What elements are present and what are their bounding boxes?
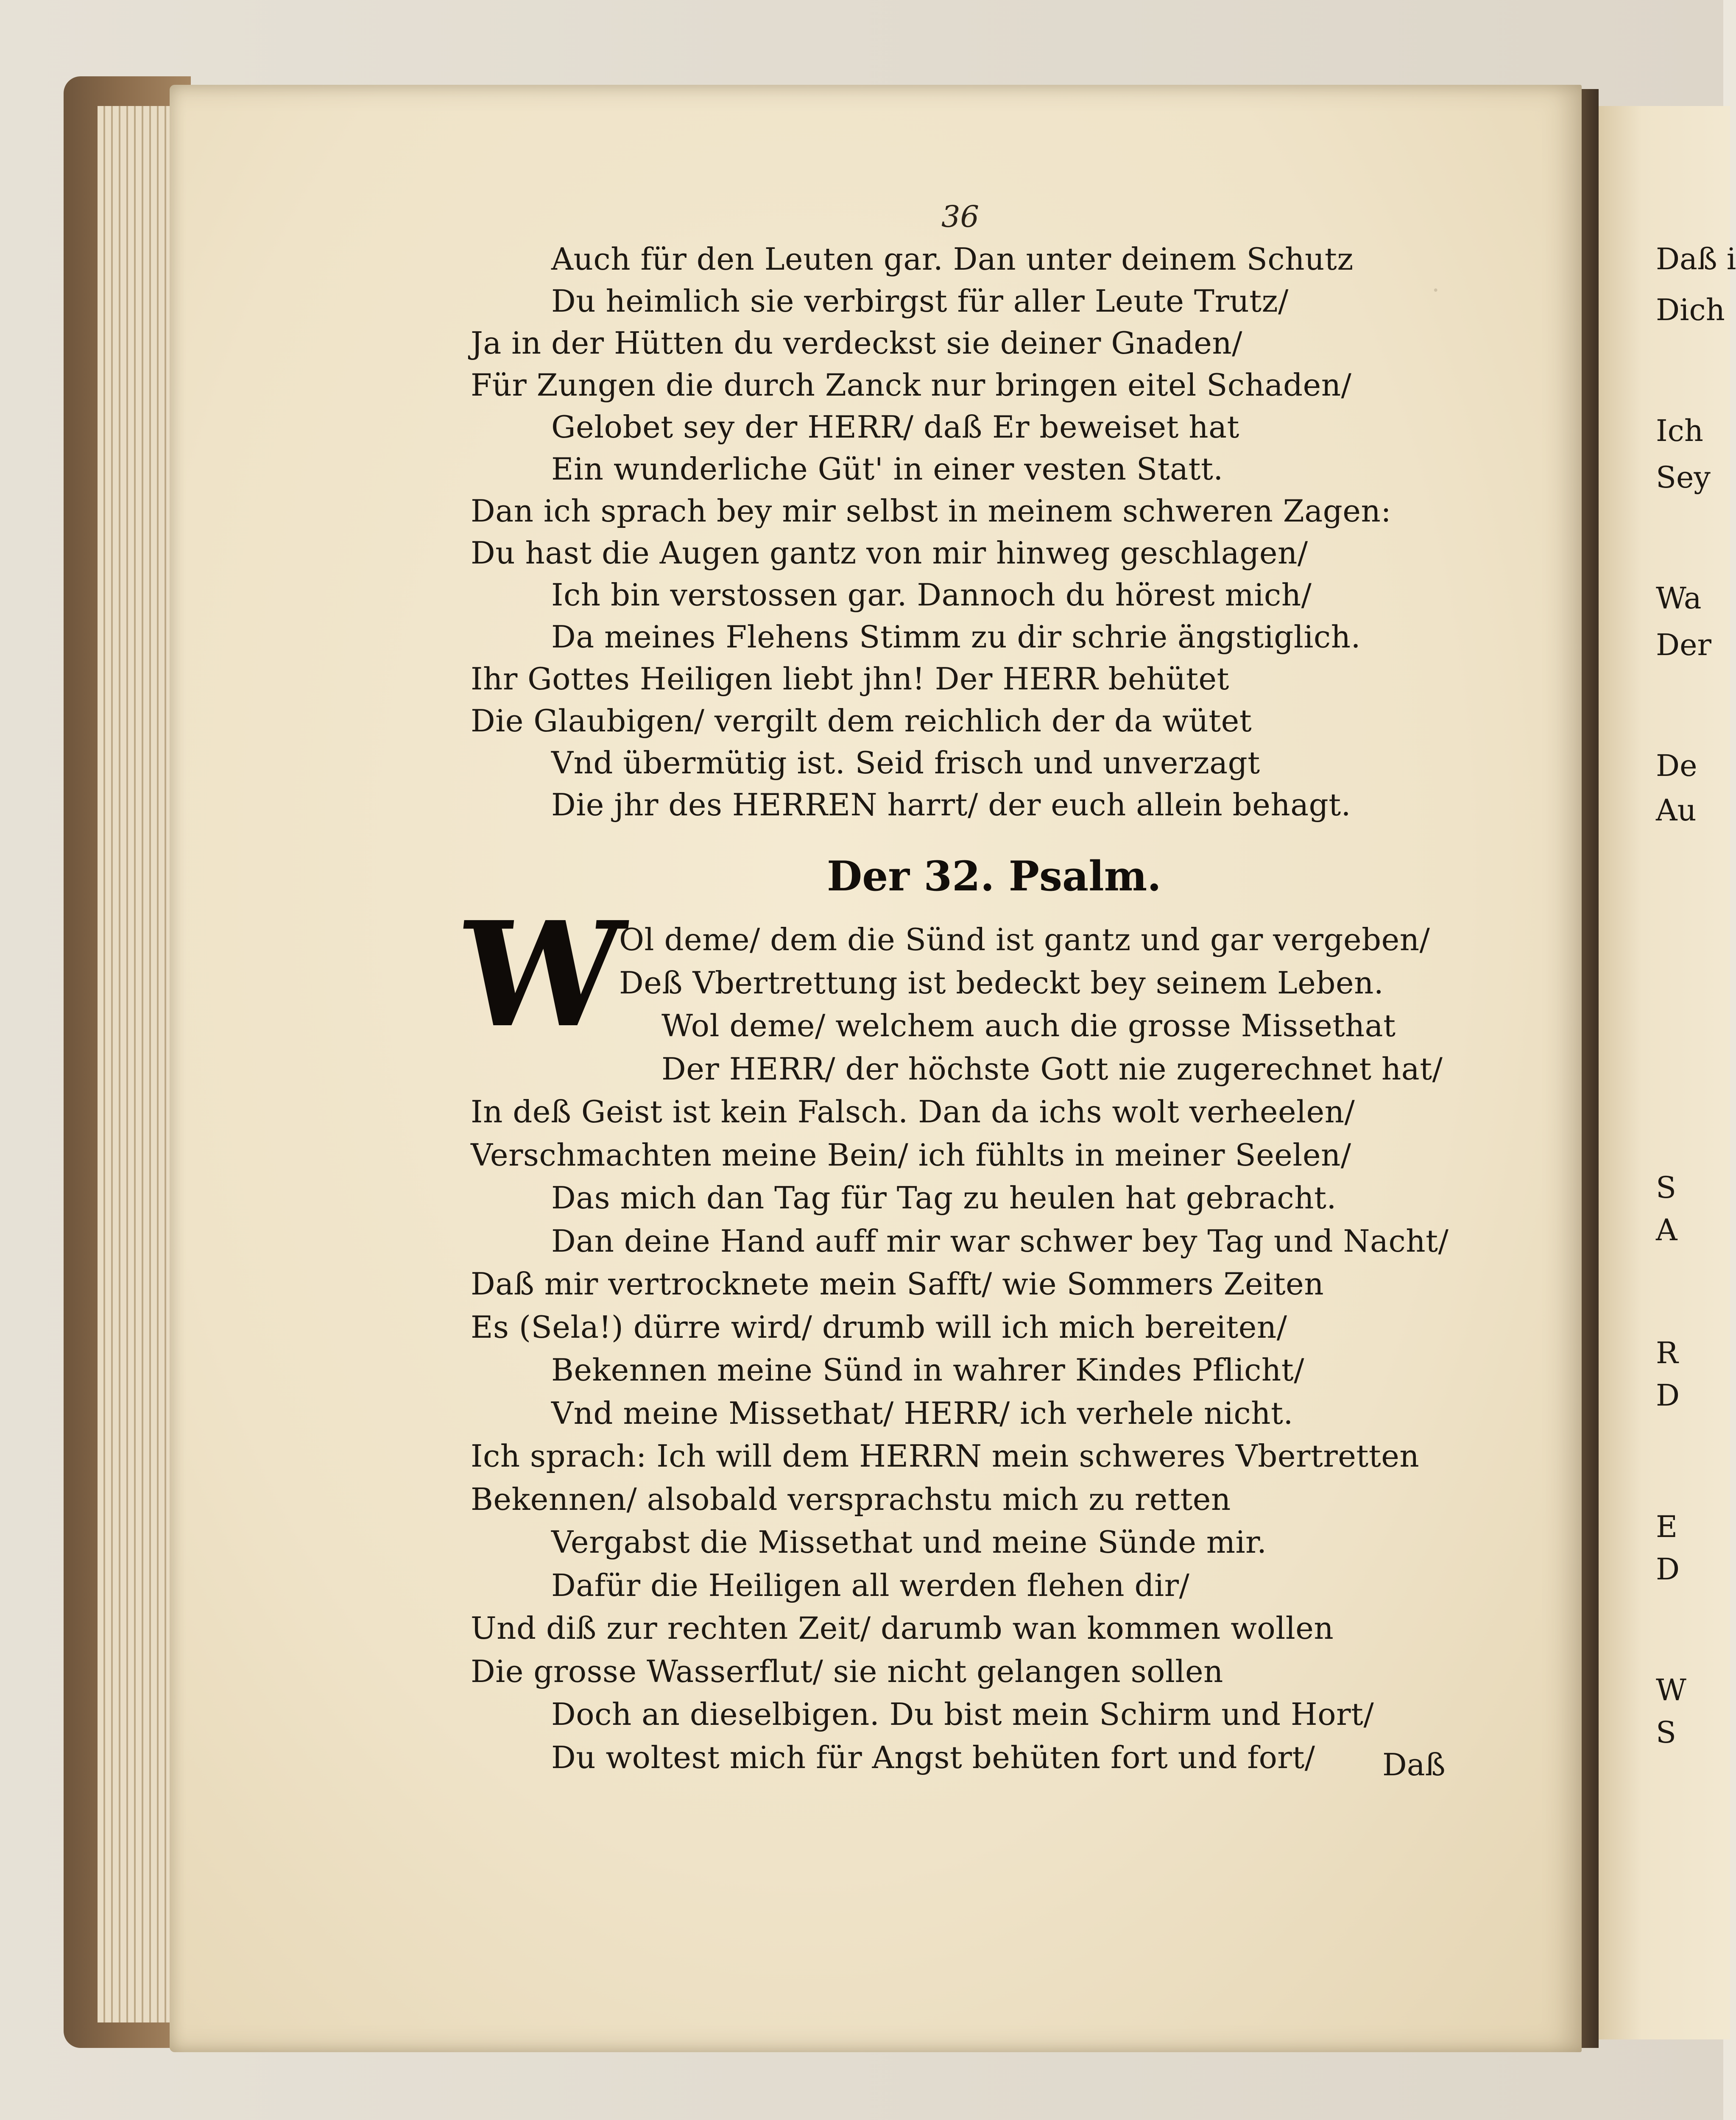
verse-line: Bekennen meine Sünd in wahrer Kindes Pflicht/ [551,1352,1304,1388]
facing-page-fragment: Ich [1656,413,1703,448]
catchword: Daß [1382,1747,1446,1782]
page-number: 36 [941,199,980,234]
verse-line: Ol deme/ dem die Sünd ist gantz und gar vergeben/ [619,922,1430,957]
verse-line: Die Glaubigen/ vergilt dem reichlich der da wütet [471,703,1252,739]
facing-page-fragment: R [1656,1336,1678,1370]
facing-page-fragment: Au [1656,793,1697,828]
facing-page-fragment: Daß i [1656,242,1736,276]
verse-line: Vnd meine Missethat/ HERR/ ich verhele nicht. [551,1395,1293,1431]
verse-line: Doch an dieselbigen. Du bist mein Schirm und Hort/ [551,1696,1374,1732]
verse-line: Auch für den Leuten gar. Dan unter deinem Schutz [551,241,1354,277]
verse-line: Deß Vbertrettung ist bedeckt bey seinem Leben. [619,965,1384,1001]
facing-page-fragment: Wa [1656,581,1702,616]
facing-page-fragment: Dich [1656,293,1725,327]
verse-line: Ja in der Hütten du verdeckst sie deiner Gnaden/ [471,325,1242,361]
facing-page-fragment: D [1656,1378,1680,1413]
verse-line: Ein wunderliche Güt' in einer vesten Statt. [551,451,1223,487]
facing-page-fragment: E [1656,1509,1678,1544]
verse-line: Vergabst die Missethat und meine Sünde mir. [551,1524,1267,1560]
psalm-heading: Der 32. Psalm. [827,852,1161,900]
verse-line: Die jhr des HERREN harrt/ der euch allein behagt. [551,787,1351,823]
decorated-initial [451,890,631,1060]
verse-line: Bekennen/ alsobald versprachstu mich zu retten [471,1481,1231,1517]
facing-page-fragment: De [1656,748,1697,783]
facing-page-fragment: S [1656,1715,1676,1750]
verse-line: Und diß zur rechten Zeit/ darumb wan kommen wollen [471,1610,1334,1646]
verse-line: Da meines Flehens Stimm zu dir schrie ängstiglich. [551,619,1361,655]
verse-line: Dafür die Heiligen all werden flehen dir/ [551,1567,1190,1603]
facing-page-fragment: W [1656,1673,1686,1707]
verse-line: Ihr Gottes Heiligen liebt jhn! Der HERR behütet [471,661,1229,697]
verse-line: Die grosse Wasserflut/ sie nicht gelangen sollen [471,1653,1223,1689]
verse-line: Der HERR/ der höchste Gott nie zugerechnet hat/ [661,1051,1443,1087]
verse-line: Dan ich sprach bey mir selbst in meinem schweren Zagen: [471,493,1392,529]
verse-line: Du woltest mich für Angst behüten fort und fort/ [551,1739,1315,1775]
facing-page-fragment: S [1656,1170,1676,1205]
bleed-through-text: · [1399,276,1440,305]
verse-line: Für Zungen die durch Zanck nur bringen eitel Schaden/ [471,367,1352,403]
verse-line: Verschmachten meine Bein/ ich fühlts in meiner Seelen/ [471,1137,1351,1173]
facing-page-fragment: Der [1656,628,1712,662]
verse-line: Es (Sela!) dürre wird/ drumb will ich mich bereiten/ [471,1309,1287,1345]
verse-line: Gelobet sey der HERR/ daß Er beweiset hat [551,409,1239,445]
verse-line: Daß mir vertrocknete mein Safft/ wie Sommers Zeiten [471,1266,1324,1302]
facing-page-fragment: D [1656,1552,1680,1587]
verse-line: Das mich dan Tag für Tag zu heulen hat gebracht. [551,1180,1337,1216]
verse-line: Ich bin verstossen gar. Dannoch du hörest mich/ [551,577,1312,613]
verse-line: Dan deine Hand auff mir war schwer bey Tag und Nacht/ [551,1223,1449,1259]
facing-page-fragment: Sey [1656,460,1711,495]
verse-line: Ich sprach: Ich will dem HERRN mein schweres Vbertretten [471,1438,1420,1474]
verse-line: Wol deme/ welchem auch die grosse Missethat [661,1008,1396,1043]
verse-line: Vnd übermütig ist. Seid frisch und unverzagt [551,745,1260,781]
facing-page-fragment: A [1656,1213,1677,1247]
verse-line: Du heimlich sie verbirgst für aller Leute Trutz/ [551,283,1289,319]
verse-line: In deß Geist ist kein Falsch. Dan da ichs wolt verheelen/ [471,1094,1355,1130]
initial-letter: W [451,890,631,1060]
verse-line: Du hast die Augen gantz von mir hinweg geschlagen/ [471,535,1308,571]
